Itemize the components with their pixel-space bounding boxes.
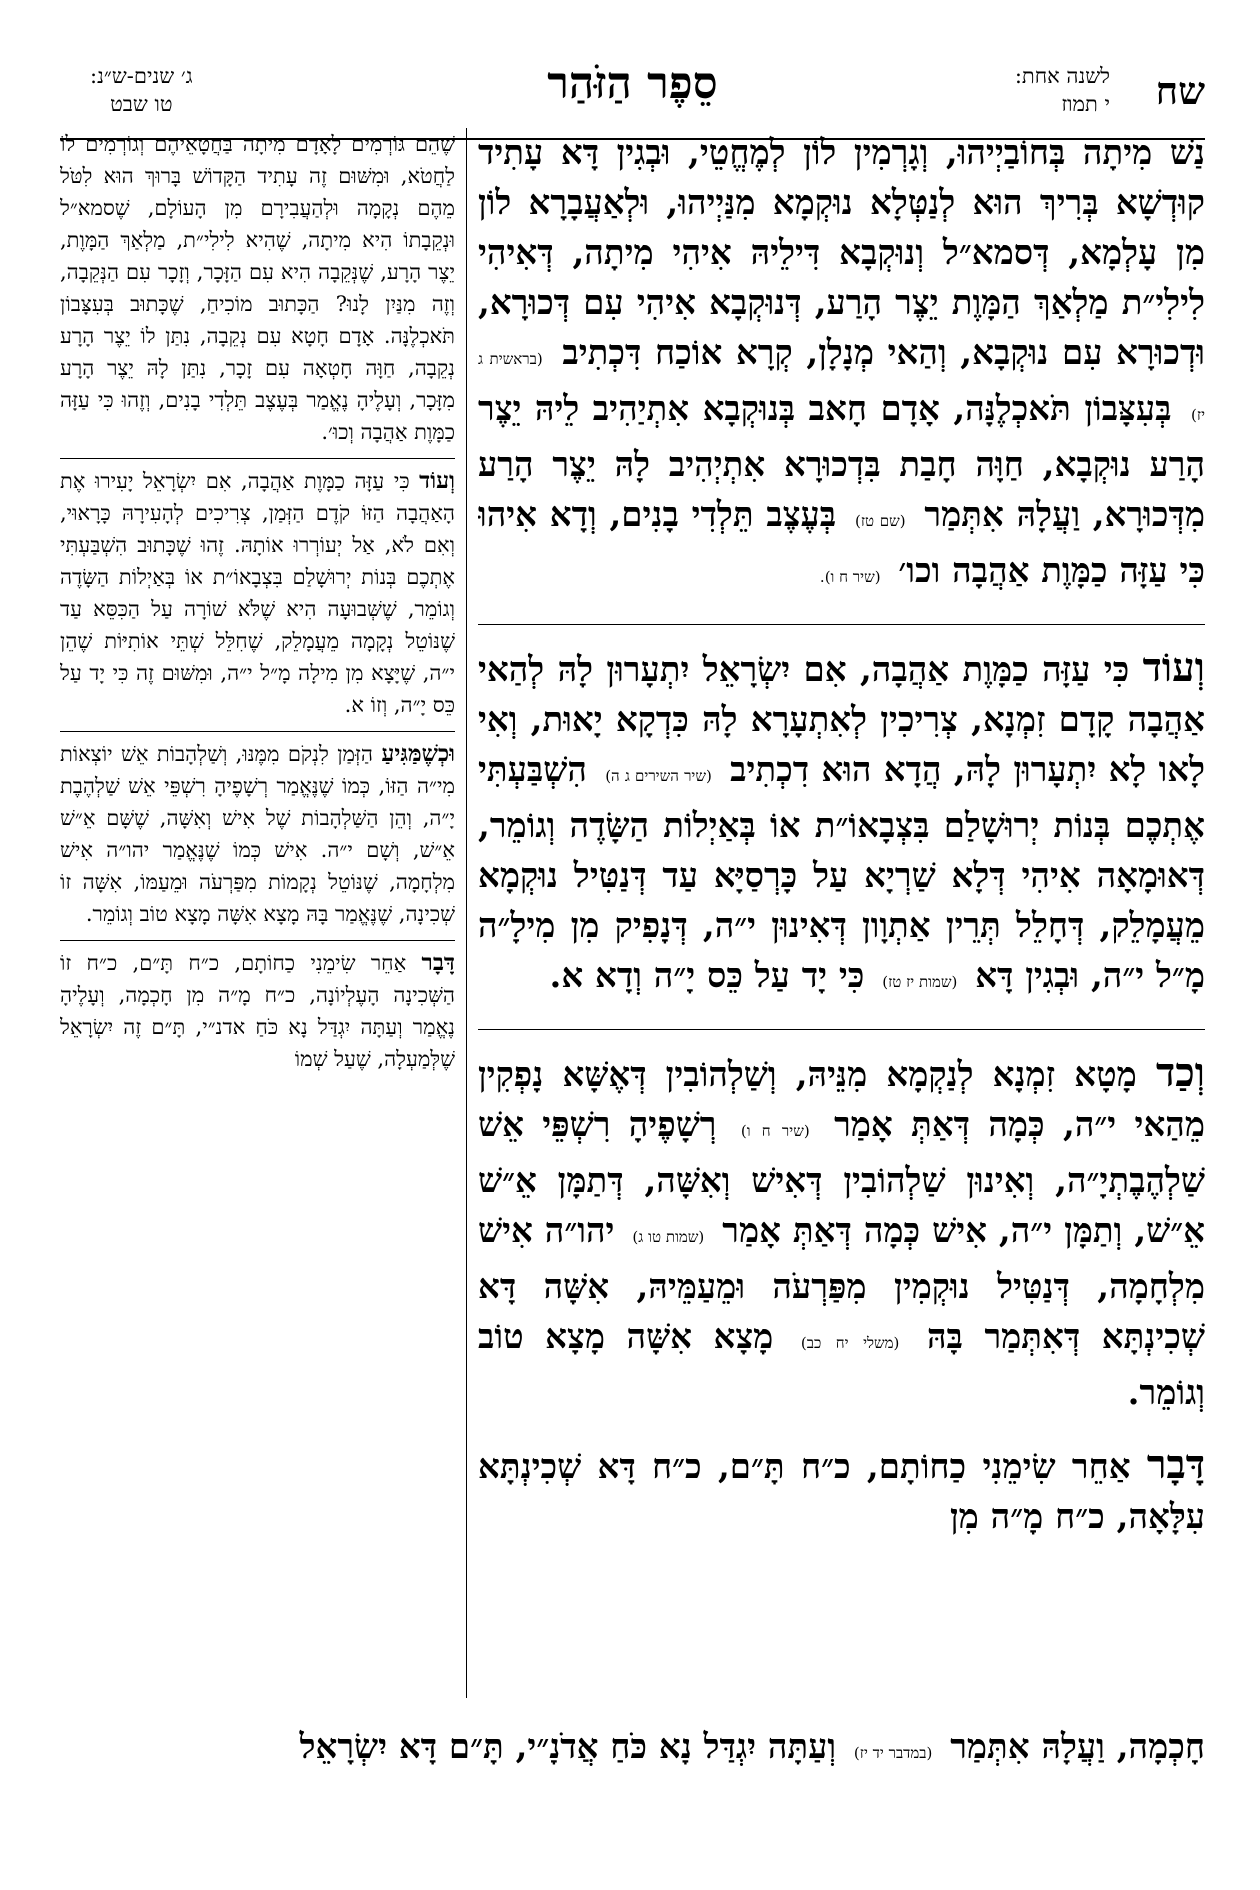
side-p2-lead-word: וְעוֹד [419, 467, 455, 494]
schedule-three-years [90, 62, 193, 118]
page-number: שח [1155, 68, 1205, 113]
main-p1-text-a: נַשׁ מִיתָה בְּחוֹבַיְיהוּ, וְגָרְמִין לוֹן לְמֶחֱטֵי, וּבְגִין דָּא עָתִיד קוּדְשָׁא בְּרִיךְ הוּא לְנַטְּלָא נוּקְמָא מִנַּיְיהוּ, וּלְאַעֲבָרָא לוֹן מִן עָלְמָא, דְּסמא״ל וְנוּקְבָא דִּילֵיהּ אִיהִי מִיתָה, דְּאִיהִי לִילִי״ת מַלְאַךְ הַמָּוֶת יֵצֶר הָרַע, דְּנוּקְבָא אִיהִי עִם דְּכוּרָא, וּדְכוּרָא עִם נוּקְבָא, וְהַאי מְנָלָן, קְרָא אוֹכַח דִּכְתִיב [478, 133, 1205, 373]
side-p1-text: שֶׁהֵם גּוֹרְמִים לָאָדָם מִיתָה בַּחֲטָאֵיהֶם וְגוֹרְמִים לוֹ לַחֲטֹא, וּמִשּׁוּם זֶה עָתִיד הַקָּדוֹשׁ בָּרוּךְ הוּא לִטֹּל מֵהֶם נְקָמָה וּלְהַעֲבִירָם מִן הָעוֹלָם, שֶׁסמא״ל וּנְקֵבָתוֹ הִיא מִיתָה, שֶׁהִיא לִילִי״ת, מַלְאַךְ הַמָּוֶת, יֵצֶר הָרָע, שֶׁנְּקֵבָה הִיא עִם הַזָּכָר, וְזָכָר עִם הַנְּקֵבָה, וְזֶה מִנַּיִן לָנוּ? הַכָּתוּב מוֹכִיחַ, שֶׁכָּתוּב בְּעִצָּבוֹן תֹּאכְלֶנָּה. אָדָם חָטָא עִם נְקֵבָה, נִתַּן לוֹ יֵצֶר הָרָע נְקֵבָה, חַוָּה חָטְאָה עִם זָכָר, נִתַּן לָהּ יֵצֶר הָרָע מִזָּכָר, וְעָלֶיהָ נֶאֱמַר בְּעֶצֶב תֵּלְדִי בָנִים, וְזֶהוּ כִּי עַזָּה כַמָּוֶת אַהֲבָה וְכוּ׳. [60, 132, 455, 444]
main-paragraph-2 [478, 643, 1205, 1007]
side-separator-2 [60, 731, 455, 732]
schedule-one-year-date: י תמוז [1061, 92, 1110, 116]
side-p3-text: הַזְּמַן לִנְקֹם מִמֶּנּוּ, וְשַׁלְהָבוֹת אֵשׁ יוֹצְאוֹת מִי״ה הַזּוֹ, כְּמוֹ שֶׁנֶּאֱמַר רְשָׁפֶיהָ רִשְׁפֵּי אֵשׁ שַׁלְהֶבֶת יָ״ה, וְהֵן הַשַּׁלְהָבוֹת שֶׁל אִישׁ וְאִשָּׁה, שֶׁשָּׁם אֵ״שׁ אֵ״שׁ, וְשָׁם י״ה. אִישׁ כְּמוֹ שֶׁנֶּאֱמַר יהו״ה אִישׁ מִלְחָמָה, שֶׁנּוֹטֵל נְקָמוֹת מִפַּרְעֹה וּמֵעַמּוֹ, אִשָּׁה זוֹ שְׁכִינָה, שֶׁנֶּאֱמַר בָּהּ מָצָא אִשָּׁה מָצָא טוֹב וְגוֹמֵר. [60, 742, 455, 926]
main-p2-lead-word: וְעוֹד [1142, 644, 1205, 691]
main-paragraph-3 [478, 1048, 1205, 1418]
bottom-line [60, 1722, 1205, 1778]
main-p1-text-c: בְּעֶצֶב תֵּלְדִי בָנִים, וְדָא אִיהוּ כִּי עַזָּה כַמָּוֶת אַהֲבָה וכו׳ [478, 495, 1205, 591]
main-text-column [478, 128, 1205, 1698]
main-paragraph-4 [478, 1440, 1205, 1542]
side-separator-1 [60, 458, 455, 459]
main-p3-text-c: יהו״ה אִישׁ מִלְחָמָה, דְּנַטִּיל נוּקְמִין מִפַּרְעֹה וּמֵעַמֵּיהּ, אִשָּׁה דָּא שְׁכִינְתָּא דְּאִתְּמַר בָּהּ [478, 1211, 1205, 1357]
side-paragraph-4 [60, 947, 455, 1079]
main-p3-text-a: מָטָא זִמְנָא לְנַקְמָא מִנֵּיהּ, וְשַׁלְהוֹבִין דְּאֶשָּׁא נָפְקִין מֵהַאי י״ה, כְּמָה דְּאַתְּ אָמַר [478, 1055, 1205, 1145]
main-p1-text-b: בְּעִצָּבוֹן תֹּאכְלֶנָּה, אָדָם חָאב בְּנוּקְבָא אִתְיַהִיב לֵיהּ יֵצֶר הָרַע נוּקְבָא, חַוָּה חָבַת בִּדְכוּרָא אִתְיְהִיב לָהּ יֵצֶר הָרַע מִדְּכוּרָא, וַעֲלָהּ אִתְּמַר [478, 389, 1205, 535]
side-paragraph-1 [60, 128, 455, 452]
main-separator-2 [478, 1029, 1205, 1030]
side-separator-3 [60, 940, 455, 941]
main-p3-lead-word: וְכַד [1155, 1049, 1205, 1096]
main-p2-text-a: כִּי עַזָּה כַמָּוֶת אַהֲבָה, אִם יִשְׂרָאֵל יִתְעָרוּן לָהּ לְהַאי אַהֲבָה קָדָם זִמְנָא, צְרִיכִין לְאִתְעָרָא לָהּ כִּדְקָא יָאוּת, וְאִי לָאו לָא יִתְעָרוּן לָהּ, הֲדָא הוּא דִכְתִיב [478, 650, 1205, 790]
main-p3-ref-b: (שמות טו ג) [632, 1228, 705, 1246]
main-p1-ref-c: (שיר ח ו). [819, 568, 881, 586]
main-separator-1 [478, 624, 1205, 625]
main-p4-lead-word: דָּבָר [1146, 1441, 1205, 1488]
schedule-three-years-date: טו שבט [110, 92, 173, 116]
side-p4-lead-word: דָּבָר [421, 949, 455, 976]
main-p2-ref-b: (שמות יז טז) [882, 973, 958, 991]
main-p1-ref-b: (שם טז) [854, 512, 906, 530]
main-p3-text-b: רְשָׁפֶיהָ רִשְׁפֵּי אֵשׁ שַׁלְהֶבֶתְיָ״ה, וְאִינוּן שַׁלְהוֹבִין דְּאִישׁ וְאִשָּׁה, דְּתַמָּן אֵ״שׁ אֵ״שׁ, וְתַמָּן י״ה, אִישׁ כְּמָה דְּאַתְּ אָמַר [478, 1105, 1205, 1251]
main-p3-text-d: מָצָא אִשָּׁה מָצָא טוֹב וְגוֹמֵר. [478, 1317, 1205, 1413]
main-p3-ref-c: (משלי יח כב) [800, 1334, 900, 1352]
book-title: סֵפֶר הַזֹּהַר [547, 58, 718, 109]
schedule-one-year-label: לשנה אחת: [1014, 64, 1110, 88]
schedule-three-years-label: ג׳ שנים-ש״נ: [90, 64, 193, 88]
main-p3-ref-a: (שיר ח ו) [740, 1122, 810, 1140]
bottom-text-a: חָכְמָה, וַעֲלָהּ אִתְּמַר [950, 1727, 1205, 1767]
side-paragraph-3 [60, 738, 455, 934]
bottom-ref-a: (במדבר יד יז) [853, 1744, 933, 1762]
side-paragraph-2 [60, 465, 455, 725]
main-p2-text-c: כִּי יָד עַל כֵּס יָ״ה וְדָא א. [549, 956, 865, 996]
main-p4-text-a: אַחֵר שִׂימֵנִי כַחוֹתָם, כ״ח תָּ״ם, כ״ח דָּא שְׁכִינְתָּא עִלָּאָה, כ״ח מָ״ה מִן [478, 1447, 1205, 1537]
side-p4-text: אַחֵר שִׂימֵנִי כַחוֹתָם, כ״ח תָּ״ם, כ״ח זוֹ הַשְּׁכִינָה הָעֶלְיוֹנָה, כ״ח מָ״ה מִן חָכְמָה, וְעָלֶיהָ נֶאֱמַר וְעַתָּה יִגְדַּל נָא כֹּחַ אדנ״י, תָּ״ם זֶה יִשְׂרָאֵל שֶׁלְּמַעְלָה, שֶׁעַל שְׁמוֹ [60, 951, 455, 1071]
main-p2-ref-a: (שיר השירים ג ה) [605, 767, 712, 785]
main-p1-ref-a: (בראשית ג יז) [478, 350, 1205, 424]
main-p2-text-b: הִשְׁבַּעְתִּי אֶתְכֶם בְּנוֹת יְרוּשָׁלַם בִּצְבָאוֹ״ת אוֹ בְּאַיְלוֹת הַשָּׂדֶה וְגוֹמֵר, דְּאוּמָאָה אִיהִי דְּלָא שַׁרְיָא עַל כָּרְסַיָּא עַד דְּנַטִּיל נוּקְמָא מֵעֲמָלֵק, דְּחָלֵל תְּרֵין אַתְוָון דְּאִינוּן י״ה, דְּנָפִיק מִן מִילָ״ה מָ״ל י״ה, וּבְגִין דָּא [478, 750, 1205, 996]
side-p3-lead-word: וּכְשֶׁמַּגִּיעַ [381, 740, 455, 767]
bottom-text-b: וְעַתָּה יִגְדַּל נָא כֹּחַ אֲדֹנָ״י, תָּ״ם דָּא יִשְׂרָאֵל [299, 1727, 837, 1767]
translation-column [60, 128, 455, 1698]
column-divider [466, 128, 467, 1698]
page-header [60, 58, 1205, 128]
side-p2-text: כִּי עַזָּה כַמָּוֶת אַהֲבָה, אִם יִשְׂרָאֵל יָעִירוּ אֶת הָאַהֲבָה הַזּוֹ קֹדֶם הַזְּמַן, צְרִיכִים לְהָעִירָהּ כָּרָאוּי, וְאִם לֹא, אַל יְעוֹרְרוּ אוֹתָהּ. זֶהוּ שֶׁכָּתוּב הִשְׁבַּעְתִּי אֶתְכֶם בְּנוֹת יְרוּשָׁלַם בִּצְבָאוֹ״ת אוֹ בְּאַיְלוֹת הַשָּׂדֶה וְגוֹמֵר, שֶׁשְּׁבוּעָה הִיא שֶׁלֹּא שׁוֹרָה עַל הַכִּסֵּא עַד שֶׁנּוֹטֵל נְקָמָה מֵעֲמָלֵק, שֶׁחִלֵּל שְׁתֵּי אוֹתִיּוֹת שֶׁהֵן י״ה, שֶׁיָּצָא מִן מִילָה מָ״ל י״ה, וּמִשּׁוּם זֶה כִּי יָד עַל כֵּס יָ״ה, וְזוֹ א. [60, 469, 455, 717]
main-paragraph-1 [478, 128, 1205, 602]
